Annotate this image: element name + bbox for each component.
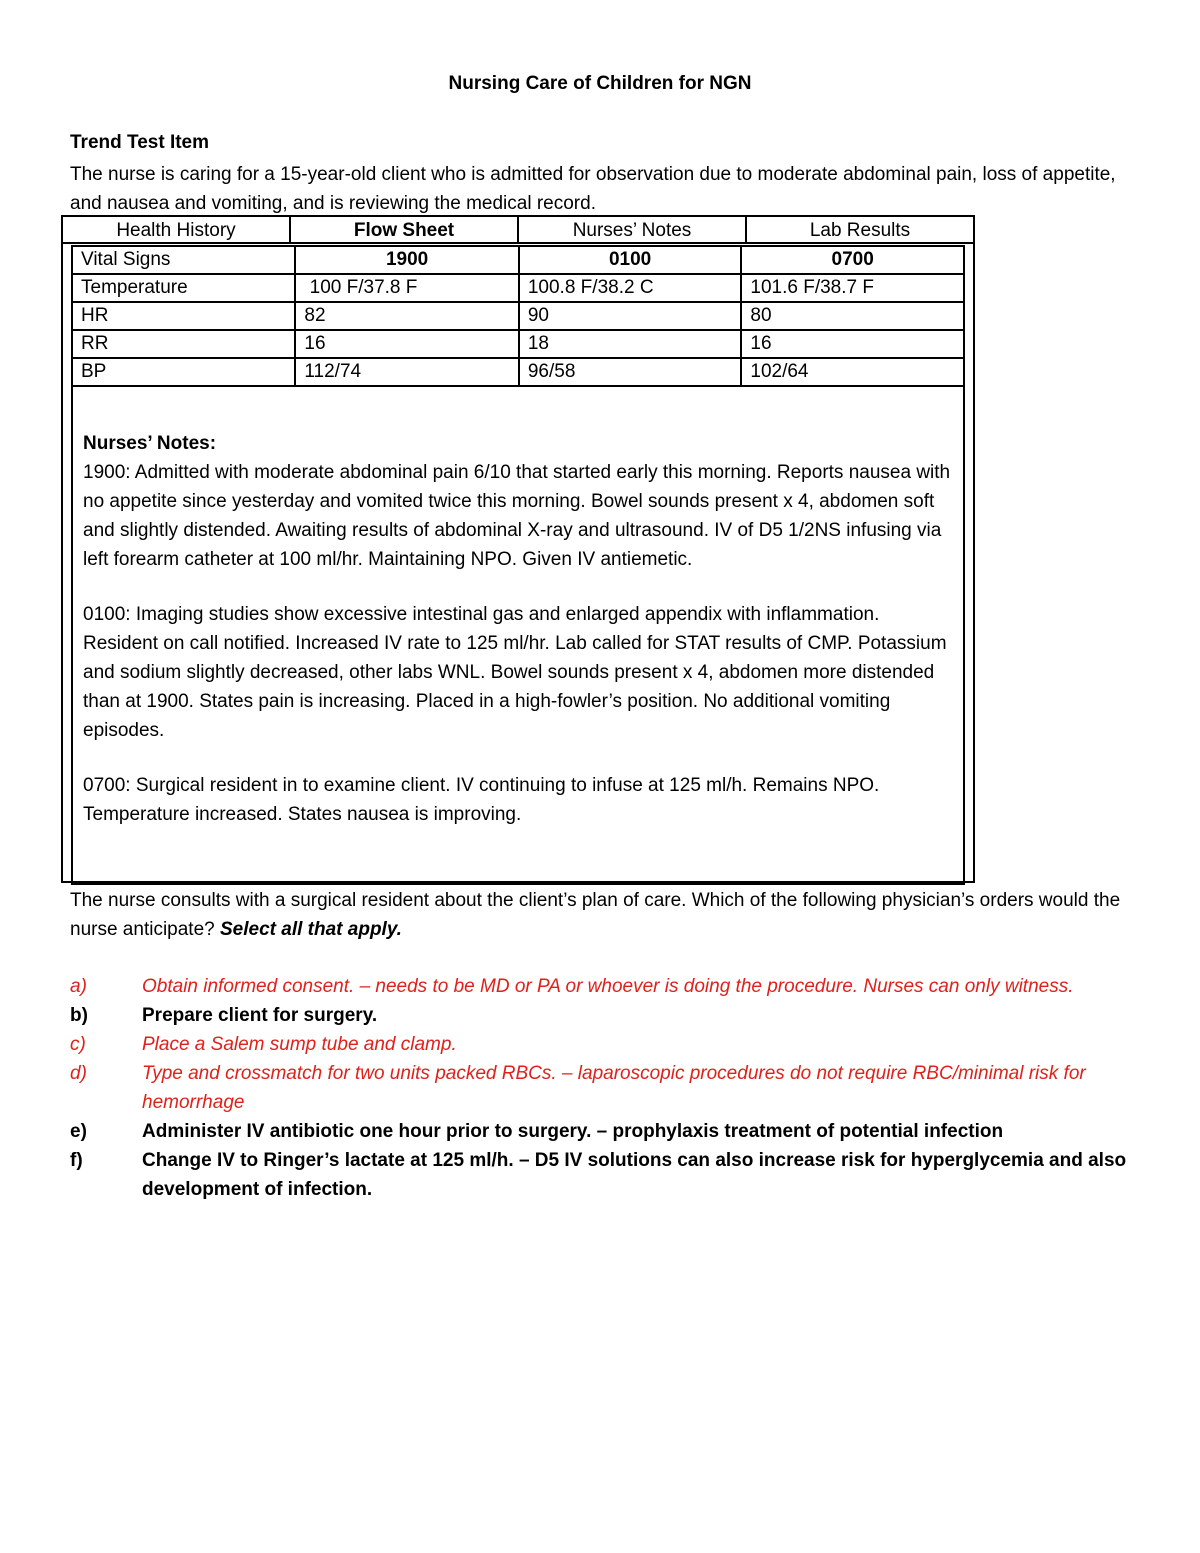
table-cell: 16 [295, 330, 518, 358]
table-header-cell: Vital Signs [73, 247, 295, 274]
item-type-heading: Trend Test Item [70, 132, 210, 153]
answer-options [70, 972, 1130, 1204]
table-row [73, 302, 963, 330]
answer-option-f[interactable] [70, 1146, 1130, 1204]
table-cell: 16 [741, 330, 963, 358]
option-label: b) [70, 1005, 88, 1026]
table-row [73, 358, 963, 386]
tab-lab-results[interactable]: Lab Results [809, 220, 911, 241]
table-header-row [73, 247, 963, 274]
table-cell: 90 [519, 302, 742, 330]
table-cell: 102/64 [741, 358, 963, 386]
table-cell: BP [73, 358, 295, 386]
answer-option-a[interactable] [70, 972, 1130, 1001]
note-entry: 0700: Surgical resident in to examine client. IV continuing to infuse at 125 ml/h. Remains NPO. Temperature increased. States nausea is improving. [83, 775, 880, 825]
tab-flow-sheet[interactable]: Flow Sheet [291, 217, 519, 242]
table-row [73, 330, 963, 358]
option-text: Place a Salem sump tube and clamp. [142, 1034, 457, 1055]
question-text: The nurse consults with a surgical resident about the client’s plan of care. Which of the following physician’s orders would the nurse anticipate? [70, 890, 1121, 940]
table-cell: 18 [519, 330, 742, 358]
table-header-cell: 0700 [741, 247, 963, 274]
option-text: Prepare client for surgery. [142, 1005, 378, 1026]
table-cell: 100 F/37.8 F [295, 274, 518, 302]
vital-signs-table [73, 247, 963, 387]
question-instruction: Select all that apply. [220, 919, 402, 940]
answer-option-e[interactable] [70, 1117, 1130, 1146]
note-entry: 1900: Admitted with moderate abdominal pain 6/10 that started early this morning. Reports nausea with no appetite since yesterday and vomited twice this morning. Bowel sounds present x 4, abdomen soft and slightly distended. Awaiting results of abdominal X-ray and ultrasound. IV of D5 1/2NS infusing via left forearm catheter at 100 ml/hr. Maintaining NPO. Given IV antiemetic. [83, 462, 951, 570]
option-label: a) [70, 976, 87, 997]
table-cell: 82 [295, 302, 518, 330]
table-cell: 112/74 [295, 358, 518, 386]
answer-option-c[interactable] [70, 1030, 1130, 1059]
option-label: c) [70, 1034, 86, 1055]
answer-option-b[interactable] [70, 1001, 1130, 1030]
note-entry: 0100: Imaging studies show excessive intestinal gas and enlarged appendix with inflammation. Resident on call notified. Increased IV rate to 125 ml/hr. Lab called for STAT results of CMP. Potassium and sodium slightly decreased, other labs WNL. Bowel sounds present x 4, abdomen more distended than at 1900. States pain is increasing. Placed in a high-fowler’s position. No additional vomiting episodes. [83, 604, 947, 741]
record-tabs [61, 215, 975, 244]
question-stem: The nurse is caring for a 15-year-old client who is admitted for observation due to moderate abdominal pain, loss of appetite, and nausea and vomiting, and is reviewing the medical record. [70, 164, 1116, 214]
flow-sheet-content [71, 245, 965, 885]
table-cell: 80 [741, 302, 963, 330]
nurses-notes [83, 427, 953, 855]
tab-health-history[interactable]: Health History [63, 217, 291, 242]
option-text: Administer IV antibiotic one hour prior to surgery. – prophylaxis treatment of potential infection [142, 1121, 1004, 1142]
option-text: Type and crossmatch for two units packed RBCs. – laparoscopic procedures do not require RBC/minimal risk for hemorrhage [142, 1063, 1086, 1113]
question-prompt [70, 886, 1130, 944]
table-cell: Temperature [73, 274, 295, 302]
table-cell: 101.6 F/38.7 F [741, 274, 963, 302]
table-cell: 100.8 F/38.2 C [519, 274, 742, 302]
tab-nurses-notes[interactable]: Nurses’ Notes [519, 217, 747, 242]
option-text: Change IV to Ringer’s lactate at 125 ml/h. – D5 IV solutions can also increase risk for hyperglycemia and also development of infection. [142, 1150, 1127, 1200]
option-label: e) [70, 1121, 87, 1142]
table-header-cell: 1900 [295, 247, 518, 274]
option-text: Obtain informed consent. – needs to be MD or PA or whoever is doing the procedure. Nurses can only witness. [142, 976, 1074, 997]
table-row [73, 274, 963, 302]
table-cell: RR [73, 330, 295, 358]
table-cell: 96/58 [519, 358, 742, 386]
option-label: f) [70, 1150, 83, 1171]
table-cell: HR [73, 302, 295, 330]
table-header-cell: 0100 [519, 247, 742, 274]
nurses-notes-title: Nurses’ Notes: [83, 433, 217, 454]
answer-option-d[interactable] [70, 1059, 1130, 1117]
option-label: d) [70, 1063, 87, 1084]
page-title: Nursing Care of Children for NGN [448, 73, 752, 94]
